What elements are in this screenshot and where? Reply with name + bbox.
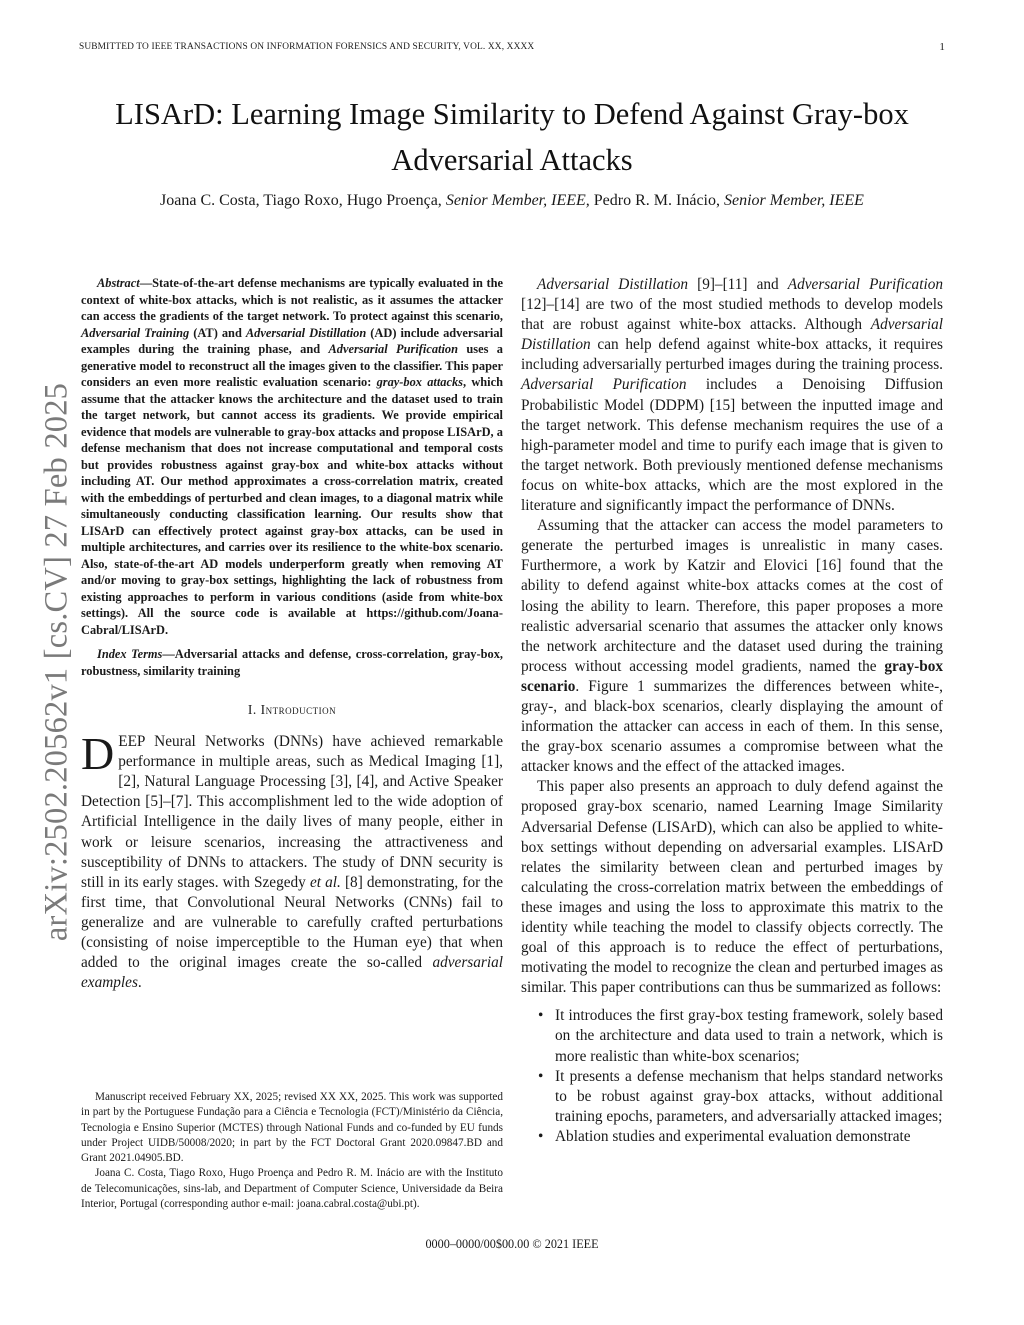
abstract-text: uses a generative model to reconstruct all the images given to the classifier. This paper considers an even more realistic evaluation scenario: [81,342,503,389]
page-number: 1 [939,41,945,53]
abstract-text: (AT) and [189,325,246,340]
footnote-affiliation: Joana C. Costa, Tiago Roxo, Hugo Proença and Pedro R. M. Inácio are with the Instituto de Telecomunicações, sins-lab, and Department of Computer Science, Universidade da Beira Interior, Portugal (corresponding author e-mail: joana.cabral.costa@ubi.pt). [81,1167,503,1211]
abstract [81,275,503,638]
abstract-emph: gray-box attacks [376,375,463,389]
paper-title [79,91,945,183]
title-line-1: LISArD: Learning Image Similarity to Defend Against Gray-box [115,97,909,131]
body-emph: Adversarial Purification [521,376,687,394]
contribution-text: It presents a defense mechanism that helps standard networks to be robust against gray-box attacks, without additional training epochs, parameters, and adversarially attacked images; [555,1067,943,1125]
body-text: . Figure 1 summarizes the differences between white-, gray-, and black-box scenarios, clearly displaying the amount of information the attacker can access in each of them. In this sense, the gray-box scenario assumes a compromise between what the attacker knows and the effect of the attacked images. [521,677,943,776]
abstract-text: (AD) include adversarial examples during the training phase, and [81,325,503,356]
abstract-lead: Abstract [97,276,140,290]
intro-text: EEP Neural Networks (DNNs) have achieved remarkable performance in multiple areas, such as Medical Imaging [1], [2], Natural Language Processing [3], [4], and Active Speaker Detection [5]–[7]. This accomplishment led to the wide adoption of Artificial Intelligence in the daily lives of many people, either in work or leisure scenarios, increasing the attractiveness and susceptibility of DNNs to attackers. The study of DNN security is still in its early stages. with Szegedy [81,733,503,891]
list-item [521,1127,943,1147]
left-column [81,275,503,993]
paragraph-defense-methods [521,275,943,516]
bullet-icon: • [538,1007,544,1025]
intro-text: [8] demonstrating, for the first time, that Convolutional Neural Networks (CNNs) fail to generalize and are vulnerable to carefully crafted perturbations (consisting of noise imperceptible to the Human eye) that when added to the original images create the so-called [81,873,504,972]
author-role-a: Senior Member, IEEE, [445,192,590,209]
paragraph-gray-box-scenario [521,516,943,777]
body-emph: Adversarial Purification [787,276,944,293]
intro-paragraph [81,728,504,993]
running-header [79,41,945,55]
contribution-text: Ablation studies and experimental evaluation demonstrate [555,1127,911,1145]
abstract-emph: Adversarial Distillation [245,325,367,340]
body-text: can help defend against white-box attacks, it requires including adversarially perturbed images during the training process. [521,336,943,374]
drop-cap: D [81,728,115,780]
bullet-icon: • [538,1067,544,1085]
intro-emph: adversarial examples [81,954,503,992]
author-names-a: Joana C. Costa, Tiago Roxo, Hugo Proença, [160,192,442,209]
footnote-funding: Manuscript received February XX, 2025; revised XX XX, 2025. This work was supported in part by the Portuguese Fundação para a Ciência e Tecnologia (FCT)/Ministério da Ciência, Tecnologia e Ensino Superior (MCTES) through National Funds and co-funded by EU funds under Project UIDB/50008/2020; in part by the FCT Doctoral Grant 2020.09847.BD and Grant 2021.04905.BD. [81,1091,503,1165]
body-emph: Adversarial Distillation [537,276,689,293]
abstract-emph: Adversarial Training [81,325,190,340]
intro-emph: et al. [309,873,341,891]
body-text: [12]–[14] are two of the most studied methods to develop models that are robust against white-box attacks. Although [521,296,943,334]
copyright-footer: 0000–0000/00$00.00 © 2021 IEEE [425,1237,599,1251]
intro-text: . [137,974,142,992]
index-terms-lead: Index Terms [97,647,163,661]
body-text: Assuming that the attacker can access the model parameters to generate the perturbed images is unrealistic in many cases. Furthermore, a work by Katzir and Elovici [16] found that the ability to defend against white-box attacks comes at the cost of losing the ability to learn. Therefore, this paper proposes a more realistic adversarial scenario that assumes the attacker only knows the network architecture and the dataset used during the training process without accessing model gradients, named the [521,517,943,675]
manuscript-footnote [81,1090,503,1212]
body-strong: gray-box scenario [521,657,943,695]
list-item [521,1006,943,1066]
contribution-text: It introduces the first gray-box testing framework, solely based on the architecture and data used to train a network, which is more realistic than white-box scenarios; [555,1007,943,1065]
index-terms [81,646,503,679]
paragraph-lisard-approach: This paper also presents an approach to duly defend against the proposed gray-box scenario, named Learning Image Similarity Adversarial Defense (LISArD), which can also be applied to white-box settings without depending on adversarial examples. LISArD relates the similarity between clean and perturbed images by calculating the cross-correlation matrix between the embeddings of these images and using the loss to approximate this matrix to the identity while teaching the model to classify objects correctly. The goal of this approach is to reduce the effect of perturbations, motivating the model to recognize the clean and perturbed images as similar. This paper contributions can thus be summarized as follows: [521,778,943,997]
abstract-emph: Adversarial Purification [328,342,459,356]
abstract-text: —State-of-the-art defense mechanisms are typically evaluated in the context of white-box attacks, which is not realistic, as it assumes the attacker can access the gradients of the target network. To protect against this scenario, [81,276,503,323]
list-item [521,1067,943,1127]
index-terms-text: —Adversarial attacks and defense, cross-correlation, gray-box, robustness, similarity training [81,647,503,678]
abstract-text: , which assume that the attacker knows the architecture and the dataset used to train the target network, but cannot access its gradients. We provide empirical evidence that models are vulnerable to gray-box attacks and propose LISArD, a defense mechanism that does not increase computational and temporal costs but provides robustness against gray-box and white-box attacks without including AT. Our method approximates a cross-correlation matrix, created with the embeddings of perturbed and clean images, to a diagonal matrix while simultaneously conducting classification learning. Our results show that LISArD can effectively protect against gray-box attacks, can be used in multiple architectures, and carries over its resilience to the white-box scenario. Also, state-of-the-art AD models underperform greatly when removing AT and/or moving to gray-box settings, highlighting the lack of robustness from existing approaches to perform in various conditions (aside from white-box settings). All the source code is available at https://github.com/Joana-Cabral/LISArD. [81,375,503,637]
contributions-list [521,1006,943,1147]
author-names-b: Pedro R. M. Inácio, [593,192,720,209]
running-title: SUBMITTED TO IEEE TRANSACTIONS ON INFORMATION FORENSICS AND SECURITY, VOL. XX, XXXX [79,42,535,52]
author-role-b: Senior Member, IEEE [723,192,864,209]
body-emph: Adversarial Distillation [521,316,943,354]
author-list [79,191,945,211]
body-text: [9]–[11] and [688,276,788,293]
bullet-icon: • [538,1127,544,1145]
title-line-2: Adversarial Attacks [391,143,633,177]
right-column [521,275,943,1147]
body-text: includes a Denoising Diffusion Probabilistic Model (DDPM) [15] between the inputted image and the target network. This defense mechanism requires the use of a high-parameter model and time to purify each image that is given to the target network. Both previously mentioned defense mechanisms focus on white-box attacks, which are the most explored in the literature and significantly impact the performance of DNNs. [521,376,943,515]
section-heading-introduction: I. Introduction [247,702,337,717]
arxiv-identifier: arXiv:2502.20562v1 [cs.CV] 27 Feb 2025 [38,382,75,942]
